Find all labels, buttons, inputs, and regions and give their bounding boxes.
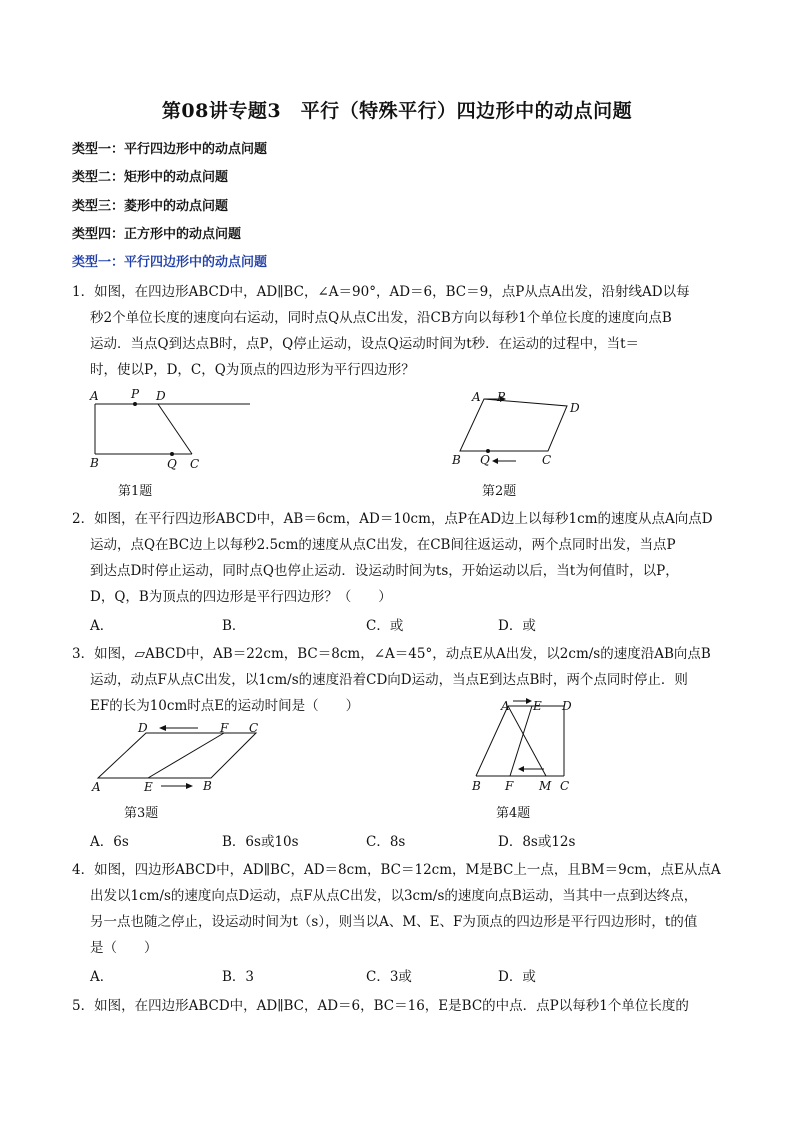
fig4-side-ab	[476, 706, 508, 776]
q3-line-3: EF的长为10cm时点E的运动时间是（ ）	[90, 698, 360, 714]
fig3-parallelogram	[98, 733, 256, 778]
fig4-label-b: B	[472, 779, 481, 793]
q1-line-4: 时，使以P，D，C，Q为顶点的四边形为平行四边形？	[90, 362, 415, 378]
fig3-arrow-f-head	[159, 725, 166, 731]
fig4-label-d: D	[562, 699, 572, 713]
category-1: 类型一：平行四边形中的动点问题	[72, 142, 268, 157]
fig2-label-c: C	[542, 453, 552, 467]
figure-2	[446, 384, 596, 474]
fig2-label-d: D	[570, 401, 580, 415]
fig4-label-a: A	[501, 699, 510, 713]
fig1-point-q	[170, 452, 174, 456]
fig2-label-b: B	[452, 453, 461, 467]
fig4-label-m: M	[539, 779, 552, 793]
q4-option-d: D．或	[498, 969, 536, 985]
fig2-arrow-q-head	[492, 458, 498, 464]
fig4-arrow-e-head	[526, 698, 532, 704]
fig4-label-e: E	[533, 699, 542, 713]
fig3-arrow-e-head	[186, 783, 193, 789]
fig2-caption: 第2题	[482, 484, 517, 499]
q1-line-3: 运动．当点Q到达点B时，点P，Q停止运动，设点Q运动时间为t秒．在运动的过程中，当t＝	[90, 336, 640, 352]
fig2-parallelogram	[460, 399, 567, 451]
q4-line-4: 是（ ）	[90, 940, 158, 956]
category-3: 类型三：菱形中的动点问题	[72, 199, 229, 214]
fig2-label-p: P	[497, 390, 506, 404]
fig3-label-b: B	[203, 779, 212, 793]
q3-line-2: 运动，动点F从点C出发，以1cm/s的速度沿着CD向D运动，当点E到达点B时，两个点同时停止．则	[90, 672, 688, 688]
fig2-label-a: A	[472, 390, 481, 404]
q4-option-b: B．3	[222, 969, 255, 985]
fig4-label-c: C	[560, 779, 570, 793]
q3-option-d: D．8s或12s	[498, 834, 576, 850]
fig3-label-a: A	[92, 780, 101, 794]
fig3-label-c: C	[249, 721, 259, 735]
q3-line-1: 3．如图，▱ABCD中，AB＝22cm，BC＝8cm，∠A＝45°，动点E从A出发，以2cm/s的速度沿AB向点B	[72, 646, 711, 662]
q2-line-1: 2．如图，在平行四边形ABCD中，AB＝6cm，AD＝10cm，点P在AD边上以每秒1cm的速度从点A向点D	[72, 511, 713, 527]
q4-line-3: 另一点也随之停止，设运动时间为t（s），则当以A、M、E、F为顶点的四边形是平行四边形时，t的值	[90, 914, 698, 930]
fig1-side-dc	[158, 404, 192, 454]
figure-3	[86, 718, 276, 800]
fig1-label-p: P	[131, 387, 140, 401]
fig3-label-e: E	[144, 780, 153, 794]
q1-line-2: 秒2个单位长度的速度向右运动，同时点Q从点C出发，沿CB方向以每秒1个单位长度的速度向点B	[90, 310, 672, 326]
q2-line-2: 运动，点Q在BC边上以每秒2.5cm的速度从点C出发，在CB间往返运动，两个点同时出发，当点P	[90, 537, 676, 553]
fig4-label-f: F	[505, 779, 514, 793]
fig1-label-d: D	[156, 389, 166, 403]
fig4-caption: 第4题	[496, 806, 531, 821]
fig1-caption: 第1题	[118, 484, 153, 499]
fig1-label-q: Q	[167, 457, 177, 471]
q4-line-2: 出发以1cm/s的速度向点D运动，点F从点C出发，以3cm/s的速度向点B运动，当其中一点到达终点，	[90, 888, 698, 904]
figure-4	[466, 696, 586, 798]
q4-option-a: A．	[90, 969, 114, 985]
fig3-segment-ef	[148, 733, 224, 778]
fig1-label-c: C	[190, 457, 200, 471]
fig2-label-q: Q	[480, 453, 490, 467]
fig3-label-f: F	[220, 721, 229, 735]
q2-option-c: C．或	[366, 618, 404, 634]
q2-line-3: 到达点D时停止运动，同时点Q也停止运动．设运动时间为ts，开始运动以后，当t为何值时，以P，	[90, 563, 679, 579]
fig1-label-b: B	[90, 456, 99, 470]
q2-option-d: D．或	[498, 618, 536, 634]
q4-line-1: 4．如图，四边形ABCD中，AD∥BC，AD＝8cm，BC＝12cm，M是BC上一点，且BM＝9cm，点E从点A	[72, 862, 721, 878]
fig1-point-p	[133, 402, 137, 406]
category-4: 类型四：正方形中的动点问题	[72, 227, 242, 242]
section-heading: 类型一：平行四边形中的动点问题	[72, 255, 268, 270]
q1-line-1: 1．如图，在四边形ABCD中，AD∥BC，∠A＝90°，AD＝6，BC＝9，点P从点A出发，沿射线AD以每	[72, 284, 690, 300]
q3-option-a: A．6s	[90, 834, 129, 850]
q3-option-b: B．6s或10s	[222, 834, 299, 850]
page-title: 第08讲专题3 平行（特殊平行）四边形中的动点问题	[161, 100, 633, 122]
q2-line-4: D，Q，B为顶点的四边形是平行四边形？（ ）	[90, 589, 392, 605]
fig3-label-d: D	[138, 721, 148, 735]
q5-line-1: 5．如图，在四边形ABCD中，AD∥BC，AD＝6，BC＝16，E是BC的中点．点P以每秒1个单位长度的	[72, 998, 689, 1014]
fig1-label-a: A	[90, 389, 99, 403]
fig4-arrow-f-head	[518, 766, 524, 772]
category-2: 类型二：矩形中的动点问题	[72, 170, 229, 185]
q4-option-c: C．3或	[366, 969, 412, 985]
q2-option-a: A．	[90, 618, 114, 634]
fig3-caption: 第3题	[124, 806, 159, 821]
q2-option-b: B．	[222, 618, 246, 634]
figure-1	[80, 384, 260, 474]
q3-option-c: C．8s	[366, 834, 406, 850]
